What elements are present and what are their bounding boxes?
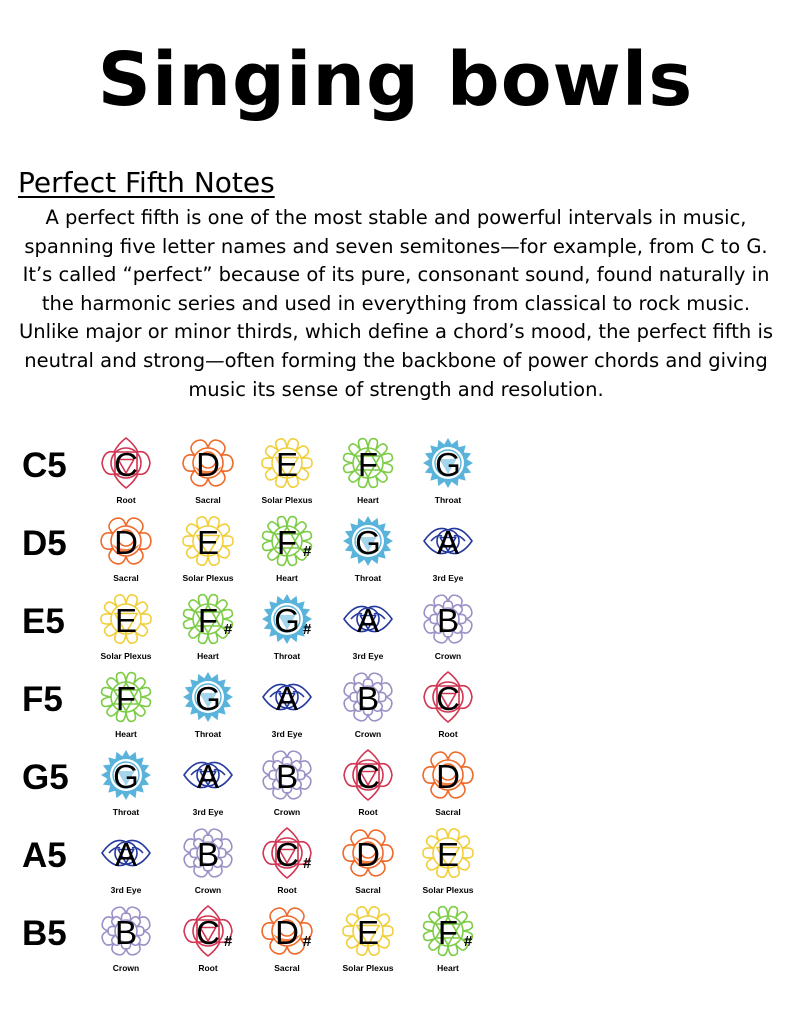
chakra-label: Solar Plexus	[100, 651, 152, 661]
chakra-label: Heart	[276, 573, 298, 583]
chakra-label: Crown	[354, 729, 382, 739]
bowl-cell	[87, 748, 165, 824]
chord-row	[0, 436, 520, 512]
chakra-label: Root	[438, 729, 458, 739]
chakra-label: Sacral	[355, 885, 381, 895]
chakra-label: Solar Plexus	[182, 573, 234, 583]
chakra-label: 3rd Eye	[192, 807, 224, 817]
chakra-label: Crown	[194, 885, 222, 895]
note-letter: C	[436, 680, 460, 717]
chord-label: B5	[22, 914, 67, 953]
note-letter: A	[114, 836, 137, 873]
bowl-cell	[248, 436, 326, 512]
chord-row	[0, 592, 520, 668]
bowl-cell	[329, 670, 407, 746]
note-letter: G	[195, 680, 221, 717]
note-letter: B	[356, 680, 379, 717]
note-letter: E	[196, 524, 219, 561]
chord-row	[0, 514, 520, 590]
bowl-cell	[248, 748, 326, 824]
sharp-sign: #	[464, 933, 473, 950]
bowl-cell	[87, 436, 165, 512]
chakra-label: Root	[277, 885, 297, 895]
intro-paragraph: A perfect fifth is one of the most stable and powerful intervals in music, spanning five letter names and seven semitones—for example, from C to G. It’s called “perfect” because of its pure, consonant sound, found naturally in the harmonic series and used in everything from classical to rock music. Unlike major or minor thirds, which define a chord’s mood, the perfect fifth is neutral and strong—often forming the backbone of power chords and giving music its sense of strength and resolution.	[18, 206, 774, 401]
chakra-label: 3rd Eye	[271, 729, 303, 739]
bowl-cell	[329, 826, 407, 902]
note-letter: C	[275, 836, 299, 873]
chakra-label: Heart	[115, 729, 137, 739]
note-letter: A	[196, 758, 219, 795]
note-letter: F	[357, 446, 379, 483]
bowl-cell	[329, 904, 407, 980]
note-letter: G	[355, 524, 381, 561]
bowl-cell	[87, 592, 165, 668]
section-heading: Perfect Fifth Notes	[18, 166, 275, 199]
note-letter: D	[436, 758, 460, 795]
chakra-label: Root	[116, 495, 136, 505]
bowl-cell	[248, 514, 326, 590]
chord-label: C5	[22, 446, 67, 485]
note-letter: F	[276, 524, 298, 561]
note-letter: D	[196, 446, 220, 483]
bowl-cell	[248, 670, 326, 746]
bowl-cell	[248, 904, 326, 980]
note-letter: D	[114, 524, 138, 561]
note-letter: A	[436, 524, 459, 561]
sharp-sign: #	[224, 933, 233, 950]
chakra-label: Throat	[354, 573, 382, 583]
chord-label: A5	[22, 836, 67, 875]
note-letter: B	[114, 914, 137, 951]
chakra-label: Crown	[273, 807, 301, 817]
note-letter: F	[197, 602, 219, 639]
sharp-sign: #	[303, 933, 312, 950]
note-letter: B	[196, 836, 219, 873]
note-letter: E	[114, 602, 137, 639]
note-letter: F	[115, 680, 137, 717]
sharp-sign: #	[303, 543, 312, 560]
note-letter: G	[274, 602, 300, 639]
chord-label: G5	[22, 758, 69, 797]
chakra-label: Root	[358, 807, 378, 817]
bowl-cell	[409, 592, 487, 668]
sharp-sign: #	[303, 621, 312, 638]
bowl-cell	[409, 826, 487, 902]
chord-row	[0, 826, 520, 902]
note-letter: C	[356, 758, 380, 795]
note-letter: D	[356, 836, 380, 873]
chakra-label: Solar Plexus	[422, 885, 474, 895]
chakra-label: Sacral	[113, 573, 139, 583]
chakra-label: Throat	[194, 729, 222, 739]
chakra-label: Throat	[434, 495, 462, 505]
bowl-cell	[409, 904, 487, 980]
chakra-label: Root	[198, 963, 218, 973]
chord-row	[0, 904, 520, 980]
bowl-cell	[87, 826, 165, 902]
bowl-cell	[409, 436, 487, 512]
bowl-cell	[409, 748, 487, 824]
bowl-cell	[329, 748, 407, 824]
chakra-label: Heart	[197, 651, 219, 661]
bowl-cell	[329, 514, 407, 590]
bowl-cell	[329, 436, 407, 512]
bowl-cell	[248, 826, 326, 902]
page-title: Singing bowls	[97, 37, 694, 123]
chakra-label: Sacral	[435, 807, 461, 817]
chakra-label: Heart	[357, 495, 379, 505]
chakra-label: Sacral	[274, 963, 300, 973]
note-letter: G	[113, 758, 139, 795]
note-letter: E	[356, 914, 379, 951]
bowl-cell	[248, 592, 326, 668]
note-letter: F	[437, 914, 459, 951]
chakra-label: Heart	[437, 963, 459, 973]
chord-row	[0, 670, 520, 746]
bowl-cell	[87, 670, 165, 746]
note-letter: D	[275, 914, 299, 951]
chakra-label: Solar Plexus	[261, 495, 313, 505]
chakra-label: Crown	[112, 963, 140, 973]
note-letter: C	[114, 446, 138, 483]
chord-label: E5	[22, 602, 65, 641]
chakra-label: Crown	[434, 651, 462, 661]
note-letter: A	[356, 602, 379, 639]
bowl-cell	[87, 514, 165, 590]
chord-label: F5	[22, 680, 63, 719]
sharp-sign: #	[224, 621, 233, 638]
note-letter: G	[435, 446, 461, 483]
chakra-label: Throat	[112, 807, 140, 817]
note-letter: B	[436, 602, 459, 639]
note-letter: E	[275, 446, 298, 483]
bowl-cell	[409, 670, 487, 746]
chakra-label: 3rd Eye	[352, 651, 384, 661]
chakra-label: Sacral	[195, 495, 221, 505]
note-letter: B	[275, 758, 298, 795]
chakra-label: 3rd Eye	[432, 573, 464, 583]
sharp-sign: #	[303, 855, 312, 872]
bowl-cell	[409, 514, 487, 590]
note-letter: E	[436, 836, 459, 873]
note-letter: A	[275, 680, 298, 717]
chakra-label: Throat	[273, 651, 301, 661]
bowl-cell	[87, 904, 165, 980]
chakra-label: 3rd Eye	[110, 885, 142, 895]
chord-row	[0, 748, 520, 824]
chakra-label: Solar Plexus	[342, 963, 394, 973]
note-letter: C	[196, 914, 220, 951]
chord-label: D5	[22, 524, 67, 563]
bowl-cell	[329, 592, 407, 668]
